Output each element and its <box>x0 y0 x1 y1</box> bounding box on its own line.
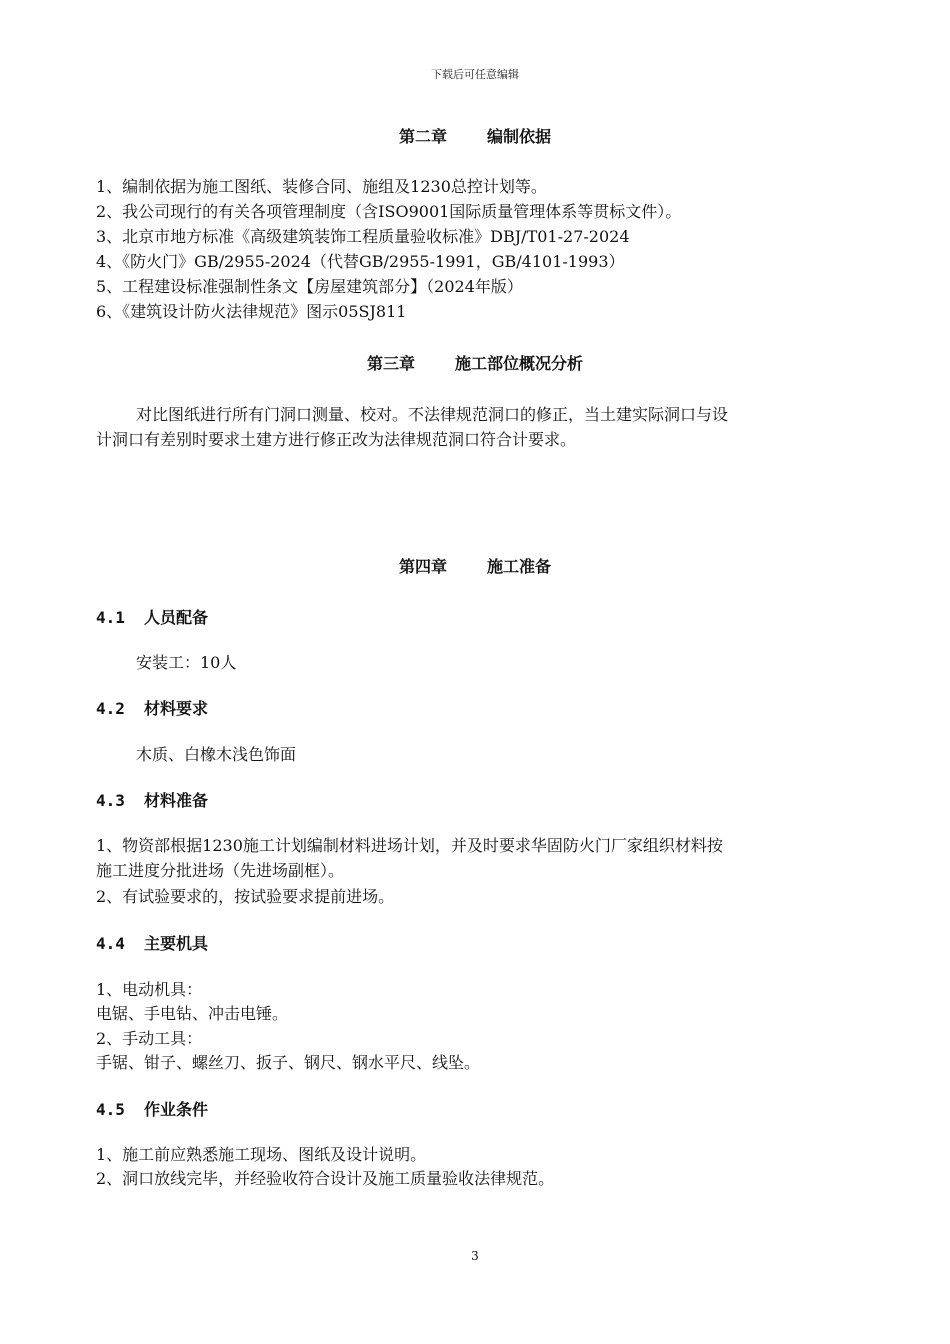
chapter-4-heading <box>0 554 950 577</box>
paragraph-line: 对比图纸进行所有门洞口测量、校对。不法律规范洞口的修正，当土建实际洞口与设 <box>136 405 729 424</box>
basis-item: 2、我公司现行的有关各项管理制度（含ISO9001国际质量管理体系等贯标文件）。 <box>96 202 682 221</box>
basis-item: 1、编制依据为施工图纸、装修合同、施组及1230总控计划等。 <box>96 177 547 196</box>
section-body-line: 1、电动机具： <box>96 980 203 999</box>
chapter-number: 第三章 <box>366 354 415 373</box>
chapter-2-heading <box>0 124 950 147</box>
section-number: 4.3 <box>96 791 125 810</box>
section-body-line: 2、洞口放线完毕，并经验收符合设计及施工质量验收法律规范。 <box>96 1169 555 1188</box>
section-body-line: 1、物资部根据1230施工计划编制材料进场计划，并及时要求华固防火门厂家组织材料按 <box>96 836 723 855</box>
chapter-3-heading <box>0 351 950 374</box>
section-title: 主要机具 <box>144 934 209 953</box>
section-body: 安装工：10人 <box>136 653 237 672</box>
chapter-number: 第二章 <box>398 127 447 146</box>
page-header: 下载后可任意编辑 <box>431 68 519 81</box>
section-body-line: 1、施工前应熟悉施工现场、图纸及设计说明。 <box>96 1145 427 1164</box>
section-title: 人员配备 <box>144 608 209 627</box>
section-4-1-heading <box>96 605 208 628</box>
section-body-line: 2、有试验要求的，按试验要求提前进场。 <box>96 887 395 906</box>
chapter-title: 施工准备 <box>487 557 552 576</box>
basis-item: 4、《防火门》GB/2955-2024（代替GB/2955-1991，GB/4101-1993） <box>96 252 625 271</box>
page-number: 3 <box>471 1249 479 1263</box>
section-title: 材料要求 <box>144 699 209 718</box>
basis-item: 3、北京市地方标准《高级建筑装饰工程质量验收标准》DBJ/T01-27-2024 <box>96 227 630 246</box>
chapter-title: 编制依据 <box>487 127 552 146</box>
basis-item: 6、《建筑设计防火法律规范》图示05SJ811 <box>96 302 407 321</box>
section-4-3-heading <box>96 788 208 811</box>
section-4-2-heading <box>96 696 208 719</box>
section-number: 4.1 <box>96 608 125 627</box>
chapter-title: 施工部位概况分析 <box>455 354 584 373</box>
section-body: 木质、白橡木浅色饰面 <box>136 745 297 764</box>
section-body-line: 电锯、手电钻、冲击电锤。 <box>96 1004 289 1023</box>
section-body-line: 2、手动工具： <box>96 1029 203 1048</box>
chapter-number: 第四章 <box>398 557 447 576</box>
section-4-4-heading <box>96 931 208 954</box>
section-title: 材料准备 <box>144 791 209 810</box>
section-4-5-heading <box>96 1097 208 1120</box>
section-number: 4.5 <box>96 1100 125 1119</box>
section-body-line: 施工进度分批进场（先进场副框）。 <box>96 861 345 880</box>
section-number: 4.2 <box>96 699 125 718</box>
section-title: 作业条件 <box>144 1100 209 1119</box>
section-body-line: 手锯、钳子、螺丝刀、扳子、钢尺、钢水平尺、线坠。 <box>96 1053 481 1072</box>
paragraph-line: 计洞口有差别时要求土建方进行修正改为法律规范洞口符合计要求。 <box>96 430 577 449</box>
basis-item: 5、工程建设标准强制性条文【房屋建筑部分】（2024年版） <box>96 277 523 296</box>
section-number: 4.4 <box>96 934 125 953</box>
